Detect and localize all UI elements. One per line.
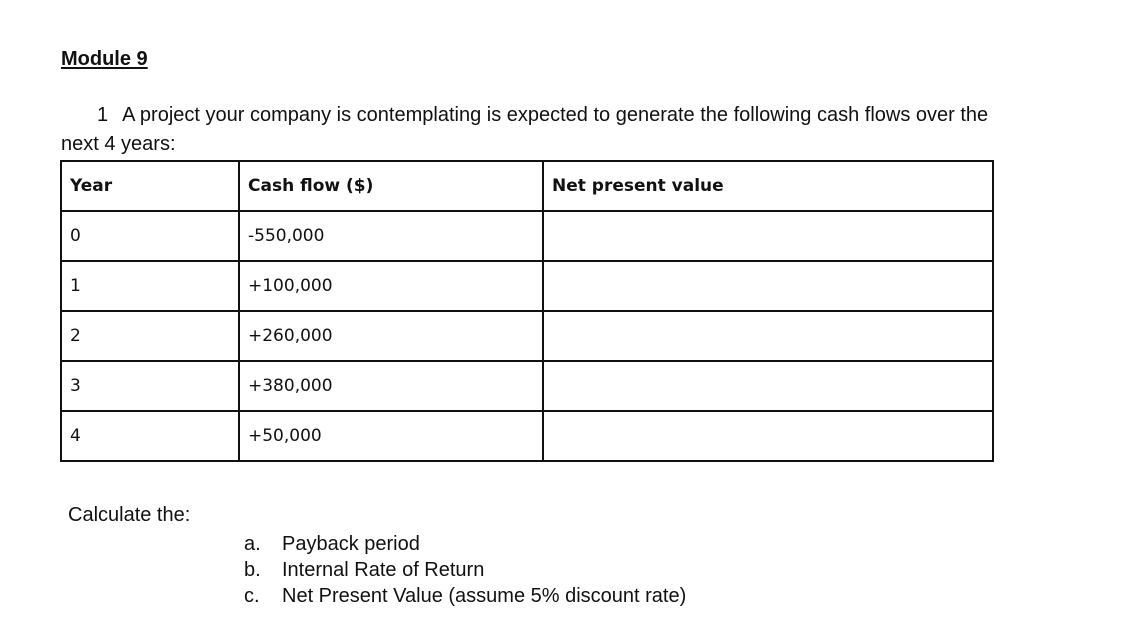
task-text: Net Present Value (assume 5% discount rate): [282, 585, 687, 607]
task-text: Payback period: [282, 533, 420, 555]
table-row: [62, 362, 994, 412]
cell-net-present-value[interactable]: [544, 412, 994, 462]
cell-net-present-value[interactable]: [544, 312, 994, 362]
task-text: Internal Rate of Return: [282, 559, 485, 581]
task-marker: c.: [244, 585, 260, 607]
cell-cash-flow: -550,000: [240, 212, 544, 262]
task-marker: b.: [244, 559, 261, 581]
header-net-present-value: Net present value: [544, 162, 994, 212]
question-number: 1: [97, 104, 109, 126]
cell-net-present-value[interactable]: [544, 212, 994, 262]
cell-year: 3: [62, 362, 240, 412]
cell-net-present-value[interactable]: [544, 262, 994, 312]
cell-cash-flow: +380,000: [240, 362, 544, 412]
table-row: [62, 312, 994, 362]
calculate-label: Calculate the:: [68, 504, 191, 526]
task-list: [244, 531, 686, 609]
cash-flow-table: [60, 160, 994, 462]
cell-cash-flow: +100,000: [240, 262, 544, 312]
cell-year: 4: [62, 412, 240, 462]
cell-year: 0: [62, 212, 240, 262]
header-year: Year: [62, 162, 240, 212]
cell-year: 1: [62, 262, 240, 312]
question-text: A project your company is contemplating is expected to generate the following cash flows over the next 4 years:: [61, 104, 989, 155]
header-cash-flow: Cash flow ($): [240, 162, 544, 212]
list-item: [244, 583, 686, 609]
table-row: [62, 212, 994, 262]
cell-cash-flow: +260,000: [240, 312, 544, 362]
cell-cash-flow: +50,000: [240, 412, 544, 462]
list-item: [244, 557, 686, 583]
cell-net-present-value[interactable]: [544, 362, 994, 412]
table-row: [62, 412, 994, 462]
task-marker: a.: [244, 533, 261, 555]
question-text-block: [61, 101, 1021, 159]
list-item: [244, 531, 686, 557]
table-row: [62, 262, 994, 312]
table-header-row: [62, 162, 994, 212]
module-title: Module 9: [61, 48, 148, 70]
cell-year: 2: [62, 312, 240, 362]
